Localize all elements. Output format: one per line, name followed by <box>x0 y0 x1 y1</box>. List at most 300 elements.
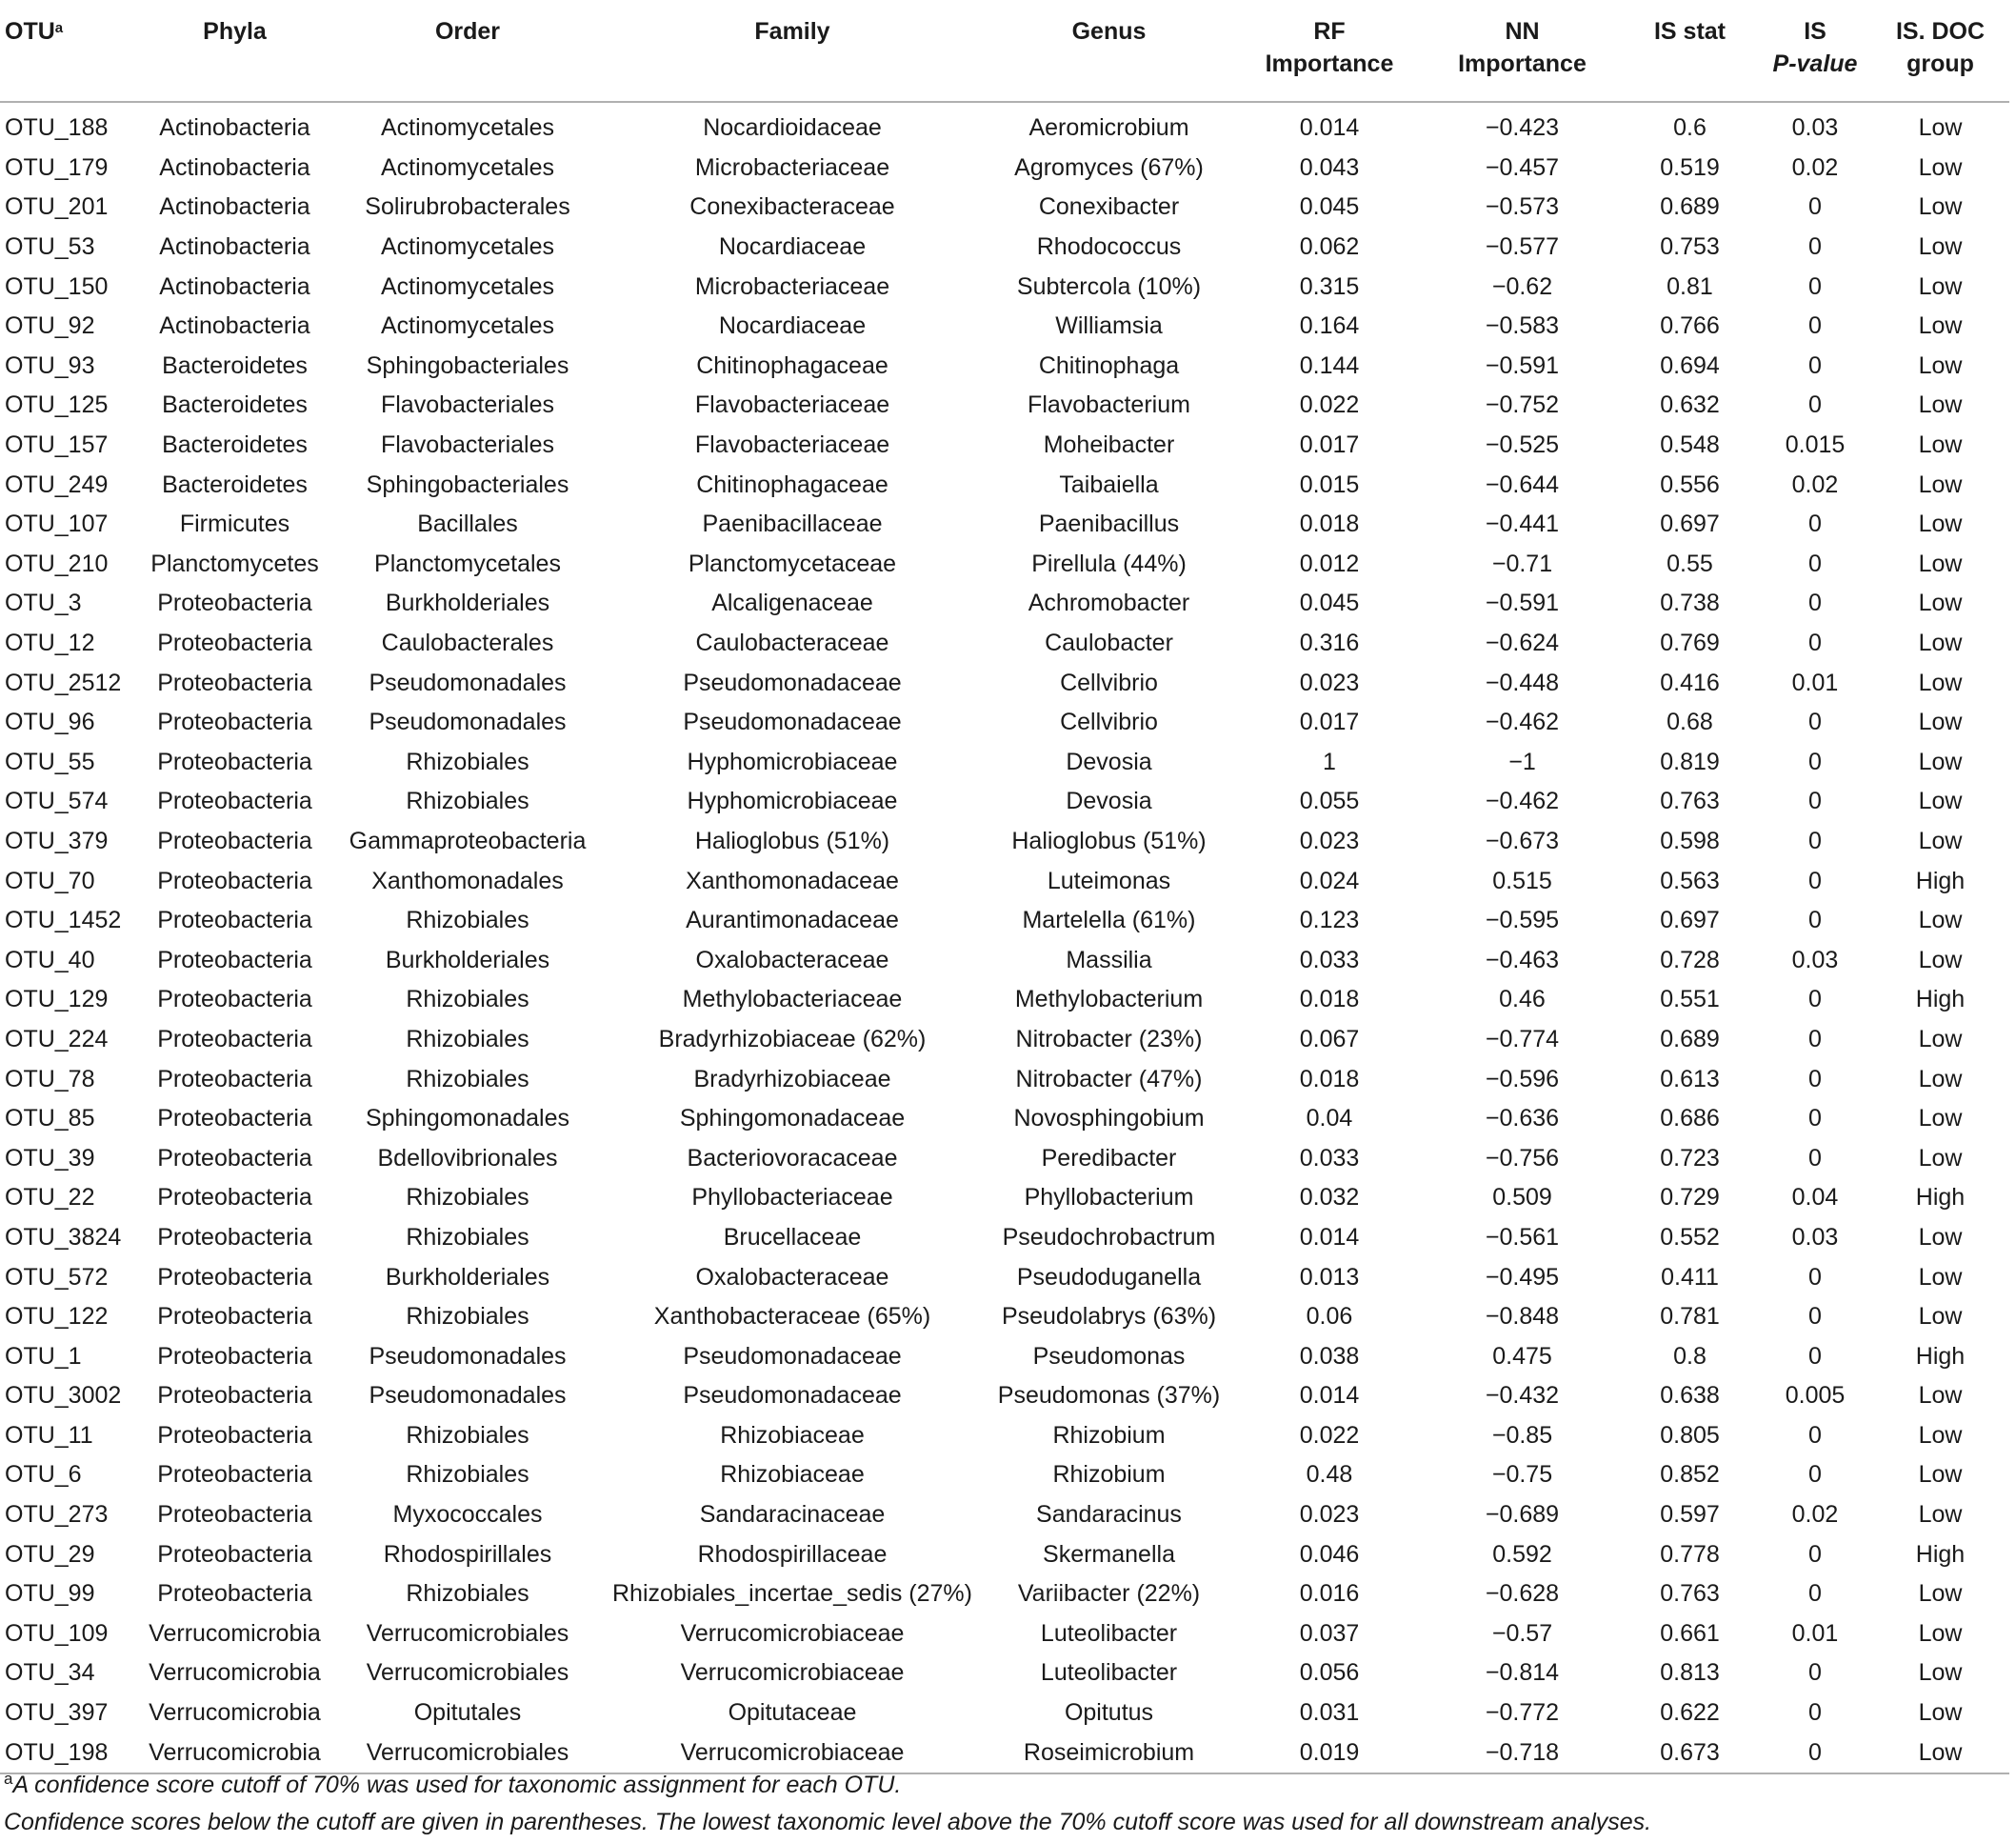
cell-otu: OTU_53 <box>5 233 95 261</box>
cell-rf-importance: 0.062 <box>1299 233 1360 261</box>
cell-otu: OTU_2512 <box>5 669 122 696</box>
cell-family: Oxalobacteraceae <box>695 1263 889 1291</box>
cell-genus: Skermanella <box>1043 1540 1175 1568</box>
cell-phyla: Verrucomicrobia <box>136 1733 333 1773</box>
cell-order: Burkholderiales <box>385 1263 550 1291</box>
cell-is-stat: 0.81 <box>1667 272 1713 300</box>
cell-is-stat: 0.55 <box>1667 550 1713 577</box>
footnote-1: $^a$A confidence score cutoff of 70% was used for taxonomic assignment for each OTU. <box>4 1770 902 1798</box>
cell-order: Flavobacteriales <box>380 391 555 419</box>
cell-family: Nocardiaceae <box>718 233 867 261</box>
cell-order: Bacillales <box>417 511 518 538</box>
cell-is-stat: 0.689 <box>1660 193 1720 221</box>
cell-is-p-value: 0 <box>1808 1065 1822 1092</box>
cell-rf-importance: 0.017 <box>1299 431 1360 459</box>
table-row <box>0 228 2009 268</box>
table-header <box>0 0 2009 102</box>
cell-phyla: Proteobacteria <box>157 630 312 657</box>
cell-otu: OTU_99 <box>5 1580 95 1608</box>
table-row <box>0 940 2009 980</box>
cell-genus: Caulobacter <box>1045 630 1173 657</box>
table-row <box>0 1099 2009 1139</box>
cell-is-p-value: 0.005 <box>1785 1382 1846 1410</box>
cell-otu: OTU_198 <box>0 1733 136 1773</box>
cell-rf-importance: 0.014 <box>1299 1223 1360 1251</box>
cell-family: Sandaracinaceae <box>699 1501 886 1529</box>
cell-family: Bradyrhizobiaceae (62%) <box>658 1025 927 1052</box>
cell-phyla: Firmicutes <box>179 511 290 538</box>
cell-otu: OTU_574 <box>5 788 109 815</box>
cell-is-p-value: 0 <box>1808 748 1822 775</box>
cell-order: Gammaproteobacteria <box>349 827 587 854</box>
cell-rf-importance: 0.033 <box>1299 1144 1360 1172</box>
cell-genus: Flavobacterium <box>1028 391 1190 419</box>
cell-nn-importance: −0.624 <box>1485 630 1560 657</box>
cell-phyla: Proteobacteria <box>157 1105 312 1132</box>
cell-nn-importance: −0.774 <box>1485 1025 1560 1052</box>
cell-is-p-value: 0 <box>1808 1461 1822 1489</box>
cell-rf-importance: 0.055 <box>1299 788 1360 815</box>
table-row <box>0 1495 2009 1535</box>
table-row <box>0 1138 2009 1178</box>
cell-order: Xanthomonadales <box>371 867 564 894</box>
table-row <box>0 663 2009 703</box>
cell-rf-importance: 0.045 <box>1299 590 1360 617</box>
cell-phyla: Proteobacteria <box>157 946 312 973</box>
cell-phyla: Bacteroidetes <box>162 431 308 459</box>
table-row <box>0 188 2009 228</box>
cell-rf-importance: 0.48 <box>1306 1461 1353 1489</box>
cell-nn-importance: −0.462 <box>1485 788 1560 815</box>
cell-order: Actinomycetales <box>380 272 555 300</box>
table-row <box>0 743 2009 783</box>
table-row <box>0 102 2009 149</box>
cell-doc-group: Low <box>1918 114 1963 142</box>
cell-rf-importance: 0.017 <box>1299 709 1360 736</box>
cell-order: Verrucomicrobiales <box>366 1659 569 1687</box>
cell-genus: Moheibacter <box>1043 431 1175 459</box>
cell-doc-group: Low <box>1918 1659 1963 1687</box>
cell-order: Caulobacterales <box>381 630 554 657</box>
table-row <box>0 1455 2009 1495</box>
cell-nn-importance: −0.689 <box>1485 1501 1560 1529</box>
cell-genus: Conexibacter <box>1038 193 1180 221</box>
cell-nn-importance: −0.673 <box>1485 827 1560 854</box>
cell-otu: OTU_1452 <box>5 907 122 934</box>
cell-doc-group: Low <box>1918 1263 1963 1291</box>
cell-is-p-value: 0.04 <box>1791 1184 1839 1212</box>
cell-doc-group: Low <box>1918 153 1963 181</box>
table-row <box>0 465 2009 505</box>
cell-phyla: Proteobacteria <box>157 1144 312 1172</box>
cell-doc-group: Low <box>1918 1580 1963 1608</box>
table-row <box>0 426 2009 466</box>
cell-order: Burkholderiales <box>385 946 550 973</box>
cell-family: Brucellaceae <box>723 1223 862 1251</box>
cell-doc-group: Low <box>1918 312 1963 340</box>
cell-family: Methylobacteriaceae <box>682 986 903 1013</box>
cell-otu: OTU_70 <box>5 867 95 894</box>
cell-genus: Martelella (61%) <box>1022 907 1196 934</box>
cell-family: Xanthomonadaceae <box>686 867 899 894</box>
cell-nn-importance: −0.628 <box>1485 1580 1560 1608</box>
cell-family: Opitutaceae <box>728 1699 857 1727</box>
cell-nn-importance: −0.718 <box>1424 1733 1621 1773</box>
cell-order: Planctomycetales <box>374 550 561 577</box>
cell-phyla: Proteobacteria <box>157 1580 312 1608</box>
cell-doc-group: High <box>1915 867 1966 894</box>
cell-doc-group: Low <box>1918 1065 1963 1092</box>
cell-otu: OTU_29 <box>5 1540 95 1568</box>
cell-phyla: Proteobacteria <box>157 709 312 736</box>
cell-doc-group: Low <box>1918 1105 1963 1132</box>
cell-phyla: Proteobacteria <box>157 827 312 854</box>
cell-genus: Luteolibacter <box>1040 1659 1178 1687</box>
cell-nn-importance: 0.475 <box>1492 1342 1552 1370</box>
cell-doc-group: Low <box>1918 1303 1963 1331</box>
cell-is-p-value: 0 <box>1808 1105 1822 1132</box>
cell-nn-importance: −0.462 <box>1485 709 1560 736</box>
cell-is-p-value: 0 <box>1808 312 1822 340</box>
cell-doc-group: High <box>1915 1342 1966 1370</box>
cell-otu: OTU_34 <box>5 1659 95 1687</box>
table-row <box>0 545 2009 585</box>
cell-order: Rhizobiales <box>406 1580 529 1608</box>
cell-genus: Subtercola (10%) <box>1016 272 1202 300</box>
cell-rf-importance: 0.018 <box>1299 1065 1360 1092</box>
cell-phyla: Proteobacteria <box>157 590 312 617</box>
table-row <box>0 1733 2009 1773</box>
cell-is-stat: 0.763 <box>1660 788 1720 815</box>
cell-rf-importance: 0.315 <box>1299 272 1360 300</box>
cell-family: Conexibacteraceae <box>689 193 895 221</box>
cell-phyla: Proteobacteria <box>157 1461 312 1489</box>
cell-genus: Pseudomonas (37%) <box>997 1382 1221 1410</box>
cell-family: Pseudomonadaceae <box>683 669 902 696</box>
cell-rf-importance: 0.016 <box>1299 1580 1360 1608</box>
cell-phyla: Verrucomicrobia <box>149 1699 321 1727</box>
cell-phyla: Actinobacteria <box>159 233 310 261</box>
cell-otu: OTU_122 <box>5 1303 109 1331</box>
cell-is-p-value: 0 <box>1808 590 1822 617</box>
cell-is-p-value: 0 <box>1808 709 1822 736</box>
cell-phyla: Proteobacteria <box>157 1263 312 1291</box>
cell-family: Hyphomicrobiaceae <box>687 748 898 775</box>
cell-otu: OTU_96 <box>5 709 95 736</box>
cell-family: Rhizobiales_incertae_sedis (27%) <box>612 1580 972 1608</box>
cell-otu: OTU_3 <box>5 590 82 617</box>
cell-is-p-value: 0 <box>1808 1303 1822 1331</box>
cell-nn-importance: −0.577 <box>1485 233 1560 261</box>
cell-otu: OTU_273 <box>5 1501 109 1529</box>
cell-nn-importance: −0.495 <box>1485 1263 1560 1291</box>
cell-nn-importance: −0.457 <box>1485 153 1560 181</box>
cell-otu: OTU_188 <box>5 114 109 142</box>
cell-is-stat: 0.753 <box>1660 233 1720 261</box>
cell-is-stat: 0.813 <box>1660 1659 1720 1687</box>
cell-genus: Williamsia <box>1055 312 1163 340</box>
cell-doc-group: Low <box>1918 272 1963 300</box>
cell-order: Rhizobiales <box>406 1184 529 1212</box>
cell-otu: OTU_11 <box>5 1421 93 1449</box>
cell-is-stat: 0.598 <box>1660 827 1720 854</box>
cell-genus: Cellvibrio <box>1060 669 1158 696</box>
cell-phyla: Actinobacteria <box>159 312 310 340</box>
cell-otu: OTU_572 <box>5 1263 109 1291</box>
cell-doc-group: High <box>1915 986 1966 1013</box>
cell-is-p-value: 0 <box>1808 1540 1822 1568</box>
cell-is-p-value: 0 <box>1808 1421 1822 1449</box>
table-row <box>0 347 2009 387</box>
cell-order: Rhizobiales <box>406 1223 529 1251</box>
cell-nn-importance: −0.463 <box>1485 946 1560 973</box>
cell-rf-importance: 0.022 <box>1299 391 1360 419</box>
cell-is-stat: 0.686 <box>1660 1105 1720 1132</box>
cell-rf-importance: 0.046 <box>1299 1540 1360 1568</box>
header-otu: OTU$^a$ <box>0 0 136 102</box>
cell-doc-group: High <box>1915 1540 1966 1568</box>
cell-is-p-value: 0 <box>1808 1144 1822 1172</box>
cell-order: Myxococcales <box>392 1501 543 1529</box>
cell-family: Microbacteriaceae <box>694 153 890 181</box>
cell-doc-group: Low <box>1918 1501 1963 1529</box>
cell-order: Rhizobiales <box>406 1065 529 1092</box>
cell-nn-importance: −0.752 <box>1485 391 1560 419</box>
cell-doc-group: Low <box>1918 788 1963 815</box>
cell-family: Xanthobacteraceae (65%) <box>653 1303 931 1331</box>
table-row <box>0 1416 2009 1456</box>
cell-nn-importance: −0.583 <box>1485 312 1560 340</box>
table-row <box>0 1178 2009 1218</box>
cell-genus: Variibacter (22%) <box>1017 1580 1201 1608</box>
cell-otu: OTU_107 <box>5 511 109 538</box>
cell-phyla: Proteobacteria <box>157 1501 312 1529</box>
cell-phyla: Proteobacteria <box>157 669 312 696</box>
table-row <box>0 505 2009 545</box>
cell-is-p-value: 0 <box>1808 272 1822 300</box>
cell-is-stat: 0.622 <box>1660 1699 1720 1727</box>
cell-rf-importance: 0.023 <box>1299 669 1360 696</box>
table-row <box>0 703 2009 743</box>
cell-family: Verrucomicrobiaceae <box>680 1659 905 1687</box>
table-row <box>0 624 2009 664</box>
cell-rf-importance: 0.012 <box>1299 550 1360 577</box>
cell-is-stat: 0.673 <box>1621 1733 1759 1773</box>
cell-phyla: Proteobacteria <box>157 1421 312 1449</box>
cell-order: Actinomycetales <box>380 114 555 142</box>
cell-order: Pseudomonadales <box>369 1342 567 1370</box>
cell-is-stat: 0.778 <box>1660 1540 1720 1568</box>
cell-doc-group: Low <box>1918 827 1963 854</box>
cell-rf-importance: 0.045 <box>1299 193 1360 221</box>
cell-genus: Rhizobium <box>1052 1421 1166 1449</box>
cell-otu: OTU_92 <box>5 312 95 340</box>
cell-doc-group: Low <box>1918 1223 1963 1251</box>
cell-nn-importance: −0.525 <box>1485 431 1560 459</box>
cell-order: Actinomycetales <box>380 312 555 340</box>
cell-order: Rhizobiales <box>406 1421 529 1449</box>
cell-order: Actinomycetales <box>380 233 555 261</box>
table-row <box>0 1059 2009 1099</box>
header-doc-group: IS. DOC group <box>1871 0 2009 102</box>
cell-family: Rhizobiaceae <box>720 1421 865 1449</box>
cell-family: Rhodospirillaceae <box>697 1540 888 1568</box>
cell-is-stat: 0.552 <box>1660 1223 1720 1251</box>
cell-genus: Pirellula (44%) <box>1031 550 1187 577</box>
cell-rf-importance: 0.067 <box>1299 1025 1360 1052</box>
cell-genus: Devosia <box>1066 748 1152 775</box>
cell-family: Sphingomonadaceae <box>679 1105 906 1132</box>
cell-family: Nocardioidaceae <box>703 114 882 142</box>
cell-is-stat: 0.763 <box>1660 1580 1720 1608</box>
cell-order: Rhizobiales <box>406 748 529 775</box>
cell-is-p-value: 0 <box>1759 1733 1871 1773</box>
cell-nn-importance: −0.57 <box>1491 1619 1553 1647</box>
cell-doc-group: Low <box>1918 431 1963 459</box>
cell-is-stat: 0.729 <box>1660 1184 1720 1212</box>
cell-nn-importance: −0.561 <box>1485 1223 1560 1251</box>
cell-genus: Roseimicrobium <box>983 1733 1235 1773</box>
cell-is-p-value: 0 <box>1808 351 1822 379</box>
cell-order: Bdellovibrionales <box>377 1144 558 1172</box>
cell-order: Verrucomicrobiales <box>333 1733 602 1773</box>
cell-phyla: Actinobacteria <box>159 272 310 300</box>
cell-is-p-value: 0 <box>1808 867 1822 894</box>
table-row <box>0 1614 2009 1654</box>
cell-doc-group: Low <box>1918 709 1963 736</box>
cell-family: Pseudomonadaceae <box>683 1382 902 1410</box>
cell-is-stat: 0.689 <box>1660 1025 1720 1052</box>
cell-nn-importance: −0.573 <box>1485 193 1560 221</box>
table-row <box>0 1336 2009 1376</box>
cell-phyla: Proteobacteria <box>157 1065 312 1092</box>
cell-is-p-value: 0 <box>1808 1263 1822 1291</box>
cell-otu: OTU_129 <box>5 986 109 1013</box>
cell-is-p-value: 0 <box>1808 511 1822 538</box>
cell-order: Opitutales <box>413 1699 522 1727</box>
cell-rf-importance: 0.056 <box>1299 1659 1360 1687</box>
cell-genus: Cellvibrio <box>1060 709 1158 736</box>
cell-order: Rhizobiales <box>406 1303 529 1331</box>
cell-genus: Chitinophaga <box>1038 351 1180 379</box>
cell-order: Sphingobacteriales <box>366 471 569 498</box>
cell-family: Caulobacteraceae <box>695 630 889 657</box>
cell-phyla: Proteobacteria <box>157 1025 312 1052</box>
cell-is-p-value: 0 <box>1808 827 1822 854</box>
cell-is-p-value: 0.03 <box>1791 946 1839 973</box>
cell-rf-importance: 0.316 <box>1299 630 1360 657</box>
cell-doc-group: Low <box>1918 907 1963 934</box>
cell-rf-importance: 0.014 <box>1299 1382 1360 1410</box>
cell-nn-importance: −0.75 <box>1491 1461 1553 1489</box>
cell-family: Nocardiaceae <box>718 312 867 340</box>
cell-is-p-value: 0 <box>1808 986 1822 1013</box>
cell-genus: Sandaracinus <box>1036 1501 1182 1529</box>
cell-rf-importance: 0.023 <box>1299 827 1360 854</box>
cell-is-stat: 0.411 <box>1661 1263 1719 1291</box>
header-nn-importance: NN Importance <box>1424 0 1621 102</box>
cell-is-p-value: 0.01 <box>1791 669 1839 696</box>
cell-family: Hyphomicrobiaceae <box>687 788 898 815</box>
table-row <box>0 1574 2009 1614</box>
cell-otu: OTU_150 <box>5 272 109 300</box>
cell-family: Halioglobus (51%) <box>694 827 890 854</box>
cell-is-stat: 0.597 <box>1660 1501 1720 1529</box>
cell-nn-importance: 0.592 <box>1492 1540 1552 1568</box>
cell-family: Paenibacillaceae <box>702 511 883 538</box>
cell-nn-importance: −0.595 <box>1485 907 1560 934</box>
cell-is-p-value: 0.03 <box>1791 1223 1839 1251</box>
cell-otu: OTU_3824 <box>5 1223 122 1251</box>
cell-doc-group: Low <box>1918 1461 1963 1489</box>
cell-nn-importance: −0.423 <box>1485 114 1560 142</box>
cell-rf-importance: 0.018 <box>1299 986 1360 1013</box>
cell-otu: OTU_179 <box>5 153 109 181</box>
cell-order: Flavobacteriales <box>380 431 555 459</box>
cell-order: Rhizobiales <box>406 986 529 1013</box>
cell-genus: Pseudoduganella <box>1016 1263 1202 1291</box>
cell-family: Pseudomonadaceae <box>683 709 902 736</box>
cell-is-stat: 0.738 <box>1660 590 1720 617</box>
cell-nn-importance: 0.46 <box>1499 986 1546 1013</box>
cell-rf-importance: 0.164 <box>1299 312 1360 340</box>
cell-doc-group: Low <box>1918 946 1963 973</box>
cell-is-p-value: 0 <box>1808 1580 1822 1608</box>
cell-doc-group: Low <box>1918 1144 1963 1172</box>
cell-family: Chitinophagaceae <box>696 351 888 379</box>
cell-otu: OTU_6 <box>5 1461 82 1489</box>
cell-genus: Methylobacterium <box>1014 986 1204 1013</box>
cell-family: Rhizobiaceae <box>720 1461 865 1489</box>
cell-is-p-value: 0 <box>1808 907 1822 934</box>
table-row <box>0 980 2009 1020</box>
cell-doc-group: Low <box>1918 550 1963 577</box>
cell-doc-group: Low <box>1918 233 1963 261</box>
table-row <box>0 267 2009 307</box>
cell-nn-importance: −0.62 <box>1491 272 1553 300</box>
table-row <box>0 1534 2009 1574</box>
cell-is-stat: 0.551 <box>1660 986 1720 1013</box>
cell-doc-group: Low <box>1918 193 1963 221</box>
table-row <box>0 1297 2009 1337</box>
cell-is-p-value: 0 <box>1808 630 1822 657</box>
table-row <box>0 1693 2009 1733</box>
cell-order: Sphingomonadales <box>365 1105 570 1132</box>
cell-otu: OTU_224 <box>5 1025 109 1052</box>
cell-phyla: Planctomycetes <box>150 550 319 577</box>
table-row <box>0 149 2009 189</box>
cell-rf-importance: 0.014 <box>1299 114 1360 142</box>
cell-phyla: Proteobacteria <box>157 1342 312 1370</box>
cell-is-p-value: 0 <box>1808 193 1822 221</box>
cell-genus: Peredibacter <box>1041 1144 1177 1172</box>
cell-rf-importance: 0.024 <box>1299 867 1360 894</box>
cell-otu: OTU_78 <box>5 1065 95 1092</box>
cell-is-stat: 0.769 <box>1660 630 1720 657</box>
cell-nn-importance: −0.772 <box>1485 1699 1560 1727</box>
cell-rf-importance: 0.123 <box>1299 907 1360 934</box>
cell-rf-importance: 0.144 <box>1299 351 1360 379</box>
cell-doc-group: High <box>1915 1184 1966 1212</box>
cell-genus: Nitrobacter (23%) <box>1015 1025 1203 1052</box>
cell-rf-importance: 0.032 <box>1299 1184 1360 1212</box>
cell-otu: OTU_39 <box>5 1144 95 1172</box>
cell-order: Rhizobiales <box>406 907 529 934</box>
cell-genus: Nitrobacter (47%) <box>1015 1065 1203 1092</box>
cell-genus: Phyllobacterium <box>1024 1184 1194 1212</box>
cell-phyla: Actinobacteria <box>159 114 310 142</box>
cell-otu: OTU_397 <box>5 1699 109 1727</box>
